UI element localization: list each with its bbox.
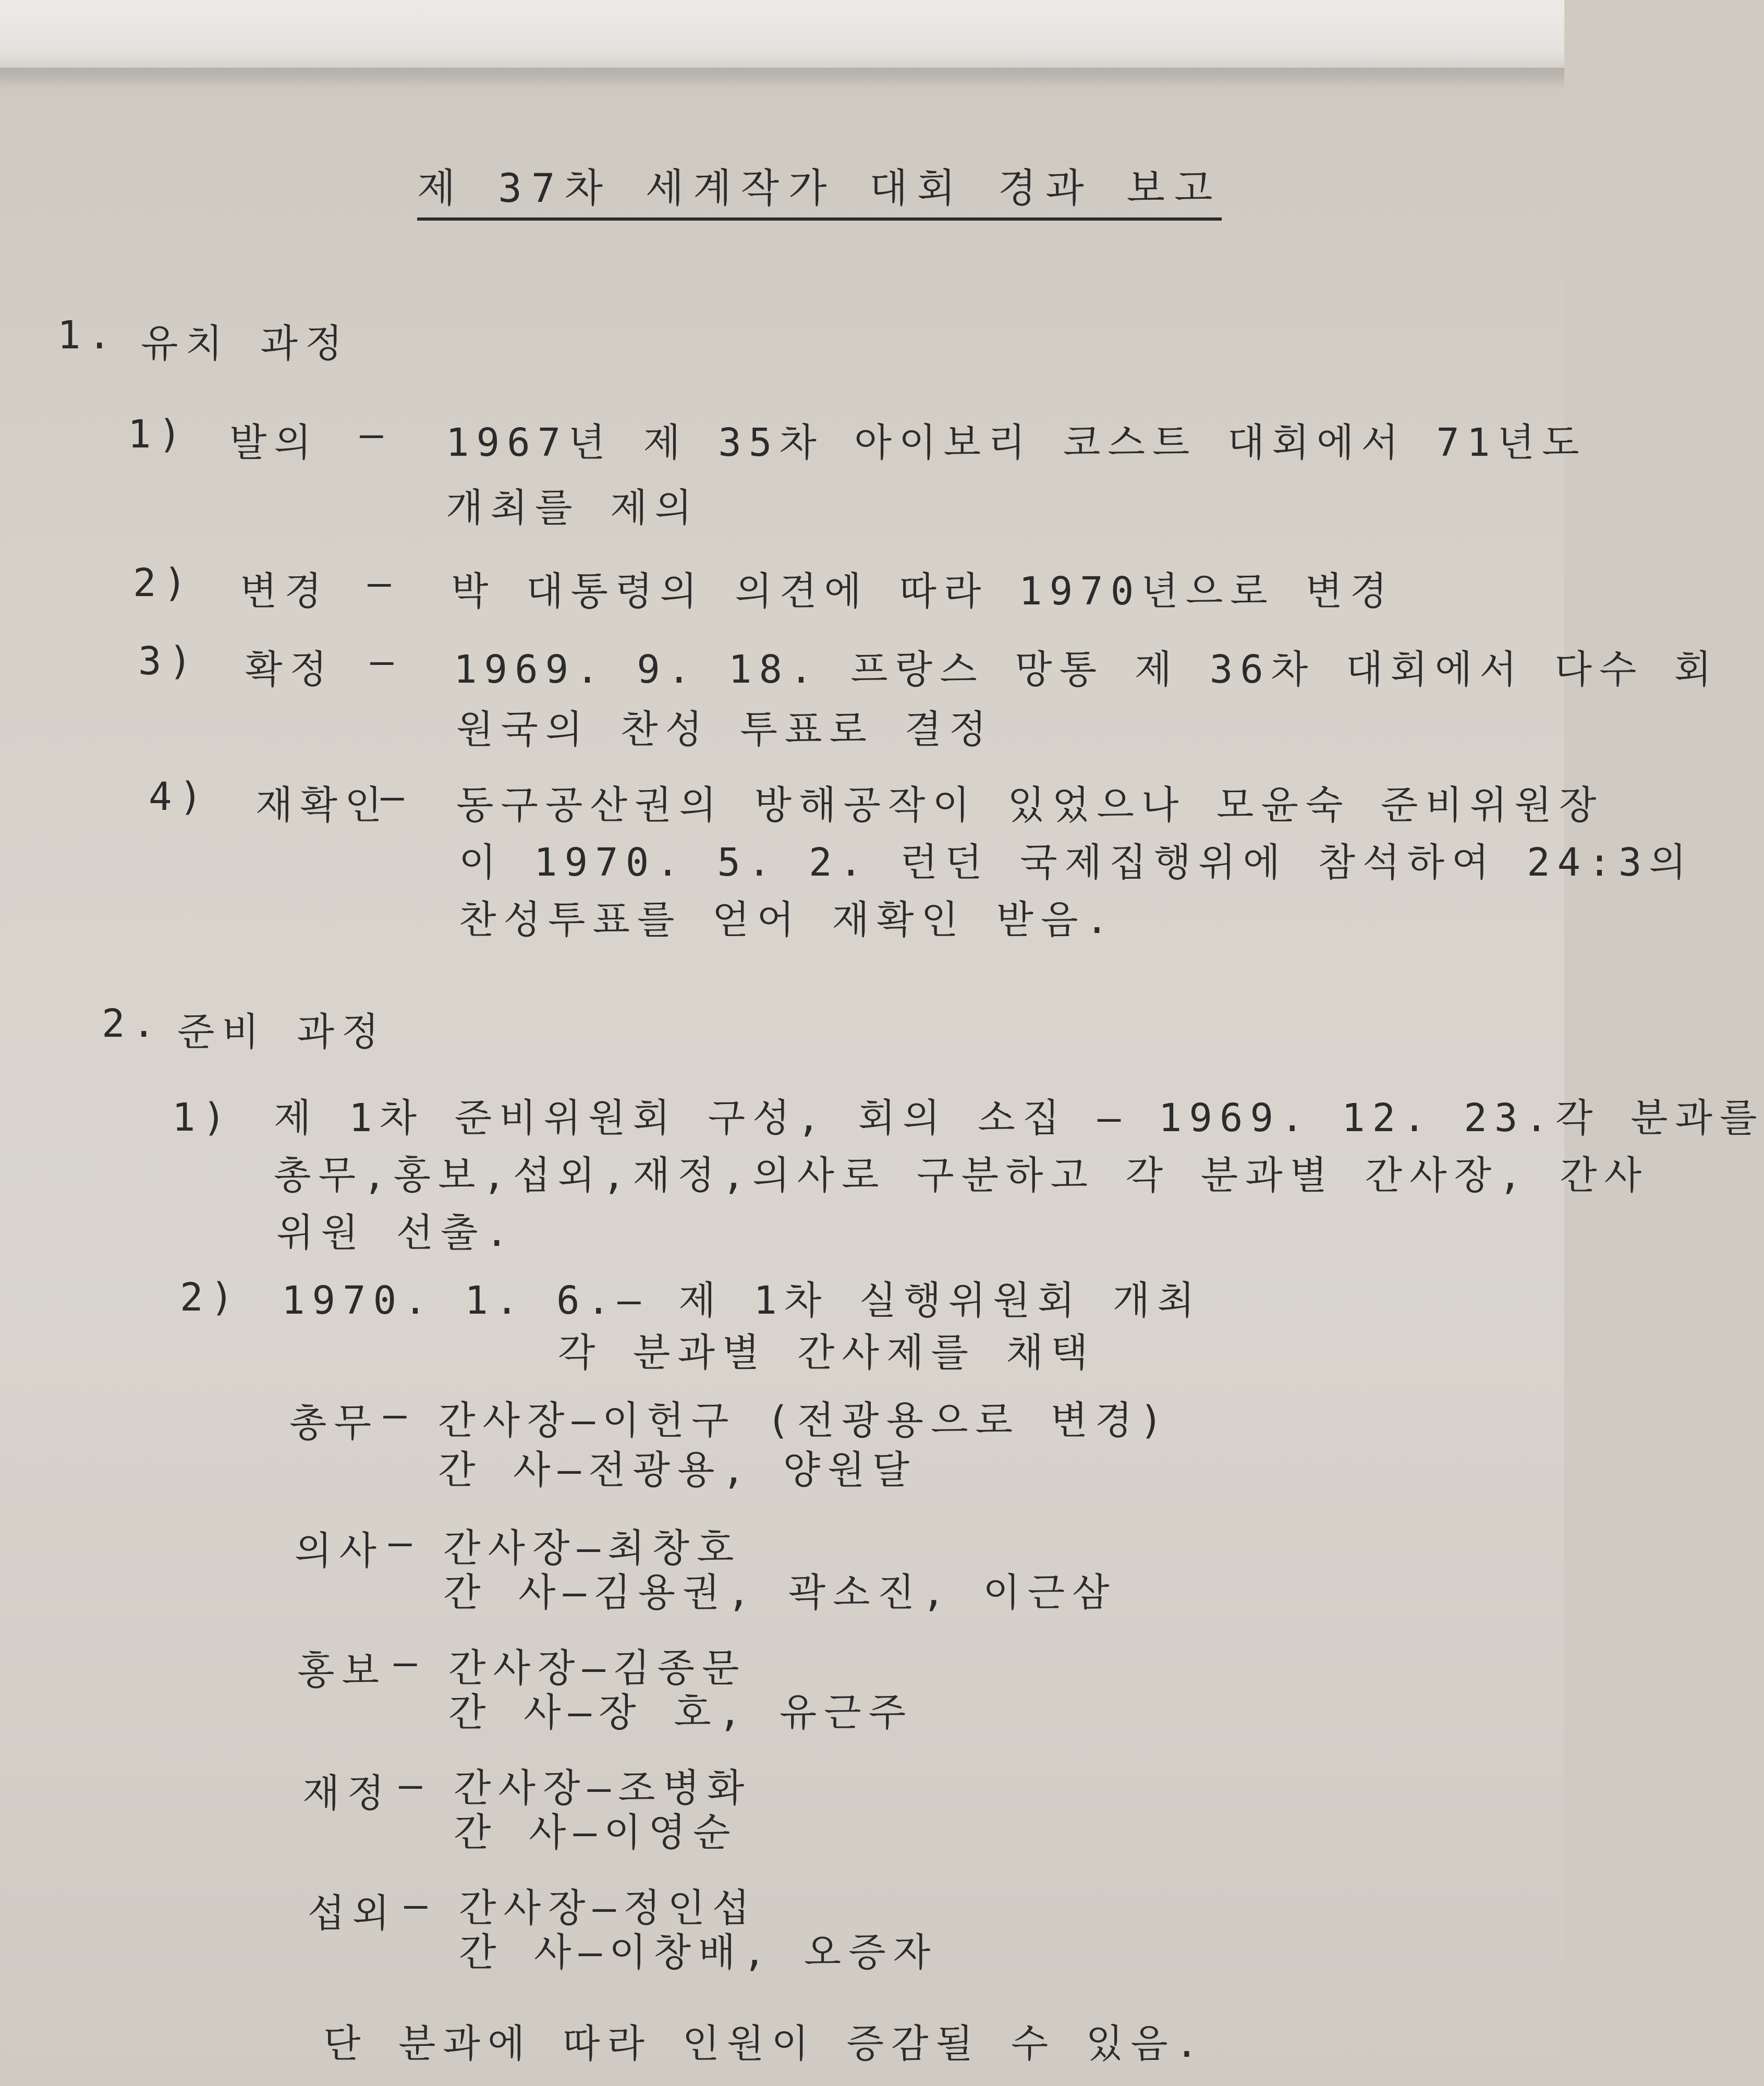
s1-item-4-line-2: 이 1970. 5. 2. 런던 국제집행위에 참석하여 24:3의	[459, 840, 1694, 885]
s2-item-2-number: 2)	[180, 1275, 241, 1320]
dept-3-staff: 간 사—장 호, 유근주	[448, 1690, 914, 1735]
s2-item-1-number: 1)	[172, 1095, 234, 1140]
paper-top-edge	[0, 0, 1564, 73]
dept-2-head: 간사장—최창호	[443, 1526, 741, 1571]
s2-item-1-line-1: 제 1차 준비위원회 구성, 회의 소집 — 1969. 12. 23.각 분과를	[274, 1096, 1764, 1141]
s1-item-2-dash: —	[368, 561, 398, 605]
dept-2-dash: —	[388, 1520, 419, 1565]
section-2-heading: 준비 과정	[177, 1010, 386, 1054]
s1-item-1-dash: —	[360, 412, 391, 457]
s1-item-1-label: 발의	[229, 420, 319, 465]
s1-item-1-line-2: 개최를 제의	[446, 486, 699, 530]
s2-item-1-line-2: 총무,홍보,섭외,재정,의사로 구분하고 각 분과별 간사장, 간사	[274, 1153, 1649, 1198]
s1-item-3-number: 3)	[138, 639, 200, 684]
s1-item-1-number: 1)	[128, 412, 189, 457]
dept-4-staff: 간 사—이영순	[454, 1810, 738, 1855]
dept-3-head: 간사장—김종문	[448, 1646, 747, 1691]
department-note: 단 분과에 따라 인원이 증감될 수 있음.	[323, 2021, 1206, 2066]
s1-item-1-line-1: 1967년 제 35차 아이보리 코스트 대회에서 71년도	[446, 420, 1587, 465]
section-1-heading: 유치 과정	[141, 321, 350, 366]
s1-item-4-line-3: 찬성투표를 얻어 재확인 받음.	[459, 898, 1116, 942]
document-title: 제 37차 세계작가 대회 경과 보고	[417, 156, 1222, 221]
dept-5-head: 간사장—정인섭	[459, 1886, 757, 1931]
s1-item-3-line-1: 1969. 9. 18. 프랑스 망통 제 36차 대회에서 다수 회	[454, 647, 1719, 692]
s1-item-2-label: 변경	[240, 569, 329, 614]
section-1-number: 1.	[57, 313, 119, 358]
s1-item-4-dash: —	[381, 774, 411, 819]
s2-item-2-line-1: 1970. 1. 6.— 제 1차 실행위원회 개최	[282, 1278, 1202, 1323]
dept-1-name: 총무	[289, 1401, 379, 1446]
s1-item-4-number: 4)	[149, 774, 210, 819]
dept-4-head: 간사장—조병화	[454, 1766, 752, 1811]
s2-item-2-line-2: 각 분과별 간사제를 채택	[558, 1330, 1096, 1375]
dept-3-name: 홍보	[297, 1648, 386, 1693]
dept-1-head: 간사장—이헌구 (전광용으로 변경)	[438, 1398, 1171, 1443]
s1-item-3-line-2: 원국의 찬성 투표로 결정	[456, 707, 994, 752]
s2-item-1-line-3: 위원 선출.	[276, 1210, 516, 1255]
s1-item-3-dash: —	[370, 639, 401, 684]
dept-2-staff: 간 사—김용권, 곽소진, 이근삼	[443, 1570, 1117, 1615]
dept-5-name: 섭외	[308, 1891, 397, 1936]
s1-item-4-line-1: 동구공산권의 방해공작이 있었으나 모윤숙 준비위원장	[456, 783, 1604, 828]
s1-item-2-line-1: 박 대통령의 의견에 따라 1970년으로 변경	[451, 569, 1395, 614]
dept-4-name: 재정	[302, 1771, 392, 1816]
paper-curl-shadow	[0, 68, 1564, 89]
s1-item-4-label: 재확인	[256, 783, 390, 828]
dept-3-dash: —	[394, 1640, 424, 1685]
dept-5-dash: —	[404, 1883, 435, 1927]
s1-item-3-label: 확정	[245, 647, 334, 692]
s1-item-2-number: 2)	[133, 561, 194, 605]
dept-1-staff: 간 사—전광용, 양원달	[438, 1448, 917, 1493]
section-2-number: 2.	[102, 1001, 163, 1046]
dept-5-staff: 간 사—이창배, 오증자	[459, 1930, 938, 1975]
dept-1-dash: —	[383, 1392, 414, 1437]
dept-4-dash: —	[399, 1763, 430, 1808]
dept-2-name: 의사	[295, 1529, 384, 1573]
